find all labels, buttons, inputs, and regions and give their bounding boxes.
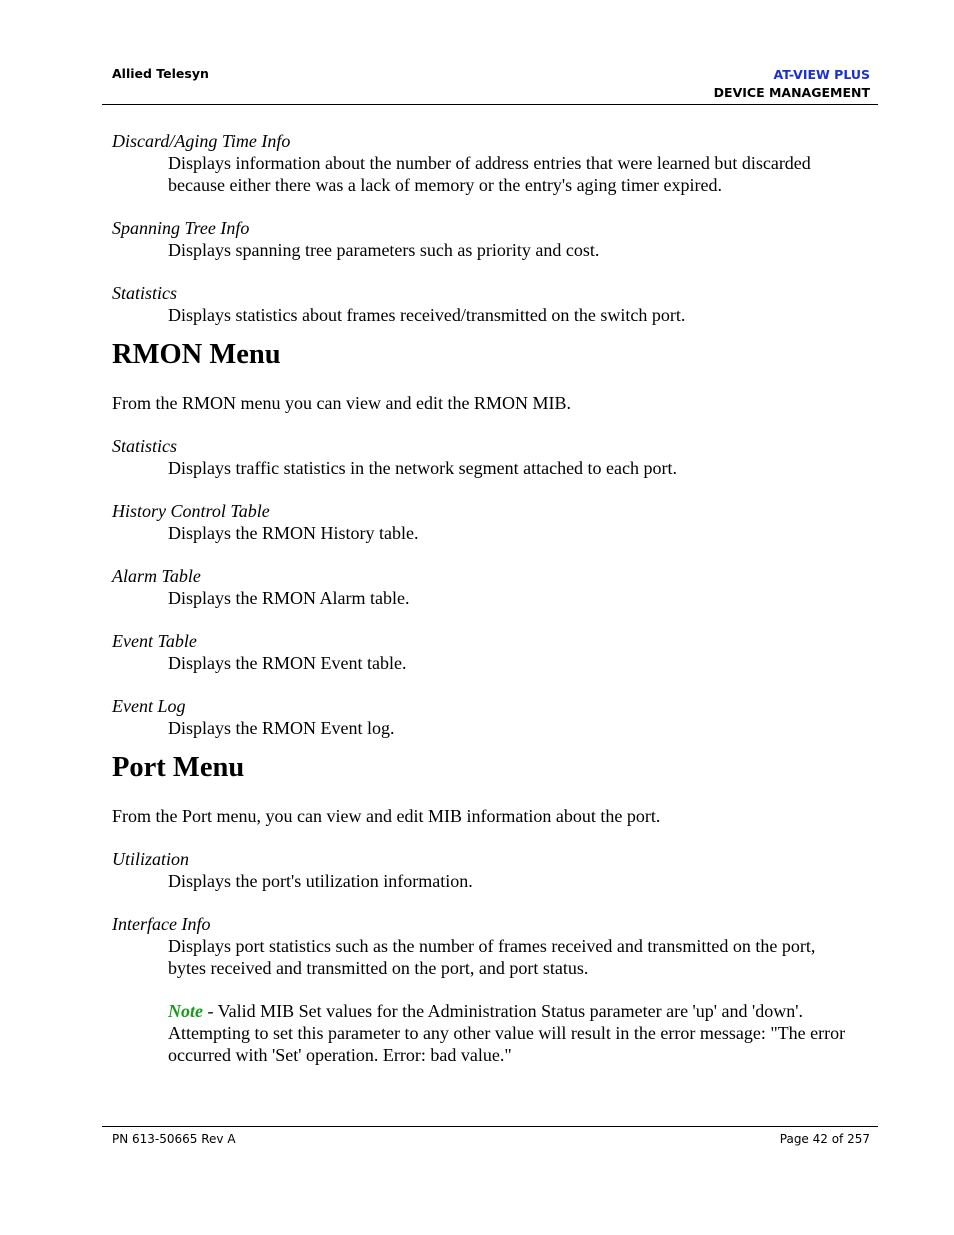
item-term: Discard/Aging Time Info (112, 131, 291, 151)
company-name: Allied Telesyn (112, 66, 209, 81)
port-heading: Port Menu (112, 752, 245, 783)
note-text: - Valid MIB Set values for the Administration Status parameter are 'up' and 'down'. Attempting to set this parameter to any other value will result in the error message: "The error occurred with 'Set' operation. Error: bad value." (168, 1001, 846, 1065)
item-term: Event Table (112, 631, 197, 651)
section-name: DEVICE MANAGEMENT (713, 85, 870, 100)
note-paragraph (168, 1000, 852, 1066)
port-intro: From the Port menu, you can view and edit MIB information about the port. (112, 806, 661, 826)
note-label: Note (168, 1001, 203, 1021)
item-term: Statistics (112, 283, 178, 303)
item-term: Utilization (112, 849, 190, 869)
item-desc: Displays the port's utilization information. (168, 871, 473, 891)
item-desc: Displays port statistics such as the number of frames received and transmitted on the port, bytes received and transmitted on the port, and port status. (168, 936, 816, 978)
page-content (112, 130, 852, 1087)
item-desc: Displays the RMON Alarm table. (168, 588, 410, 608)
header-rule (102, 104, 878, 105)
item-term: Event Log (112, 696, 186, 716)
header-right (714, 66, 870, 102)
item-desc: Displays spanning tree parameters such as priority and cost. (168, 240, 600, 260)
item-term: Interface Info (112, 914, 211, 934)
item-desc: Displays information about the number of address entries that were learned but discarded because either there was a lack of memory or the entry's aging timer expired. (168, 153, 811, 195)
rmon-heading: RMON Menu (112, 339, 281, 370)
item-desc: Displays the RMON History table. (168, 523, 419, 543)
item-desc: Displays statistics about frames received/transmitted on the switch port. (168, 305, 686, 325)
footer-rule (102, 1126, 878, 1127)
item-desc: Displays the RMON Event table. (168, 653, 407, 673)
page-number: Page 42 of 257 (779, 1132, 870, 1146)
item-term: History Control Table (112, 501, 270, 521)
part-number: PN 613-50665 Rev A (112, 1132, 236, 1146)
item-term: Statistics (112, 436, 178, 456)
item-desc: Displays traffic statistics in the network segment attached to each port. (168, 458, 678, 478)
item-desc: Displays the RMON Event log. (168, 718, 395, 738)
product-name: AT-VIEW PLUS (773, 67, 870, 82)
rmon-intro: From the RMON menu you can view and edit the RMON MIB. (112, 393, 571, 413)
item-term: Spanning Tree Info (112, 218, 250, 238)
item-term: Alarm Table (112, 566, 201, 586)
